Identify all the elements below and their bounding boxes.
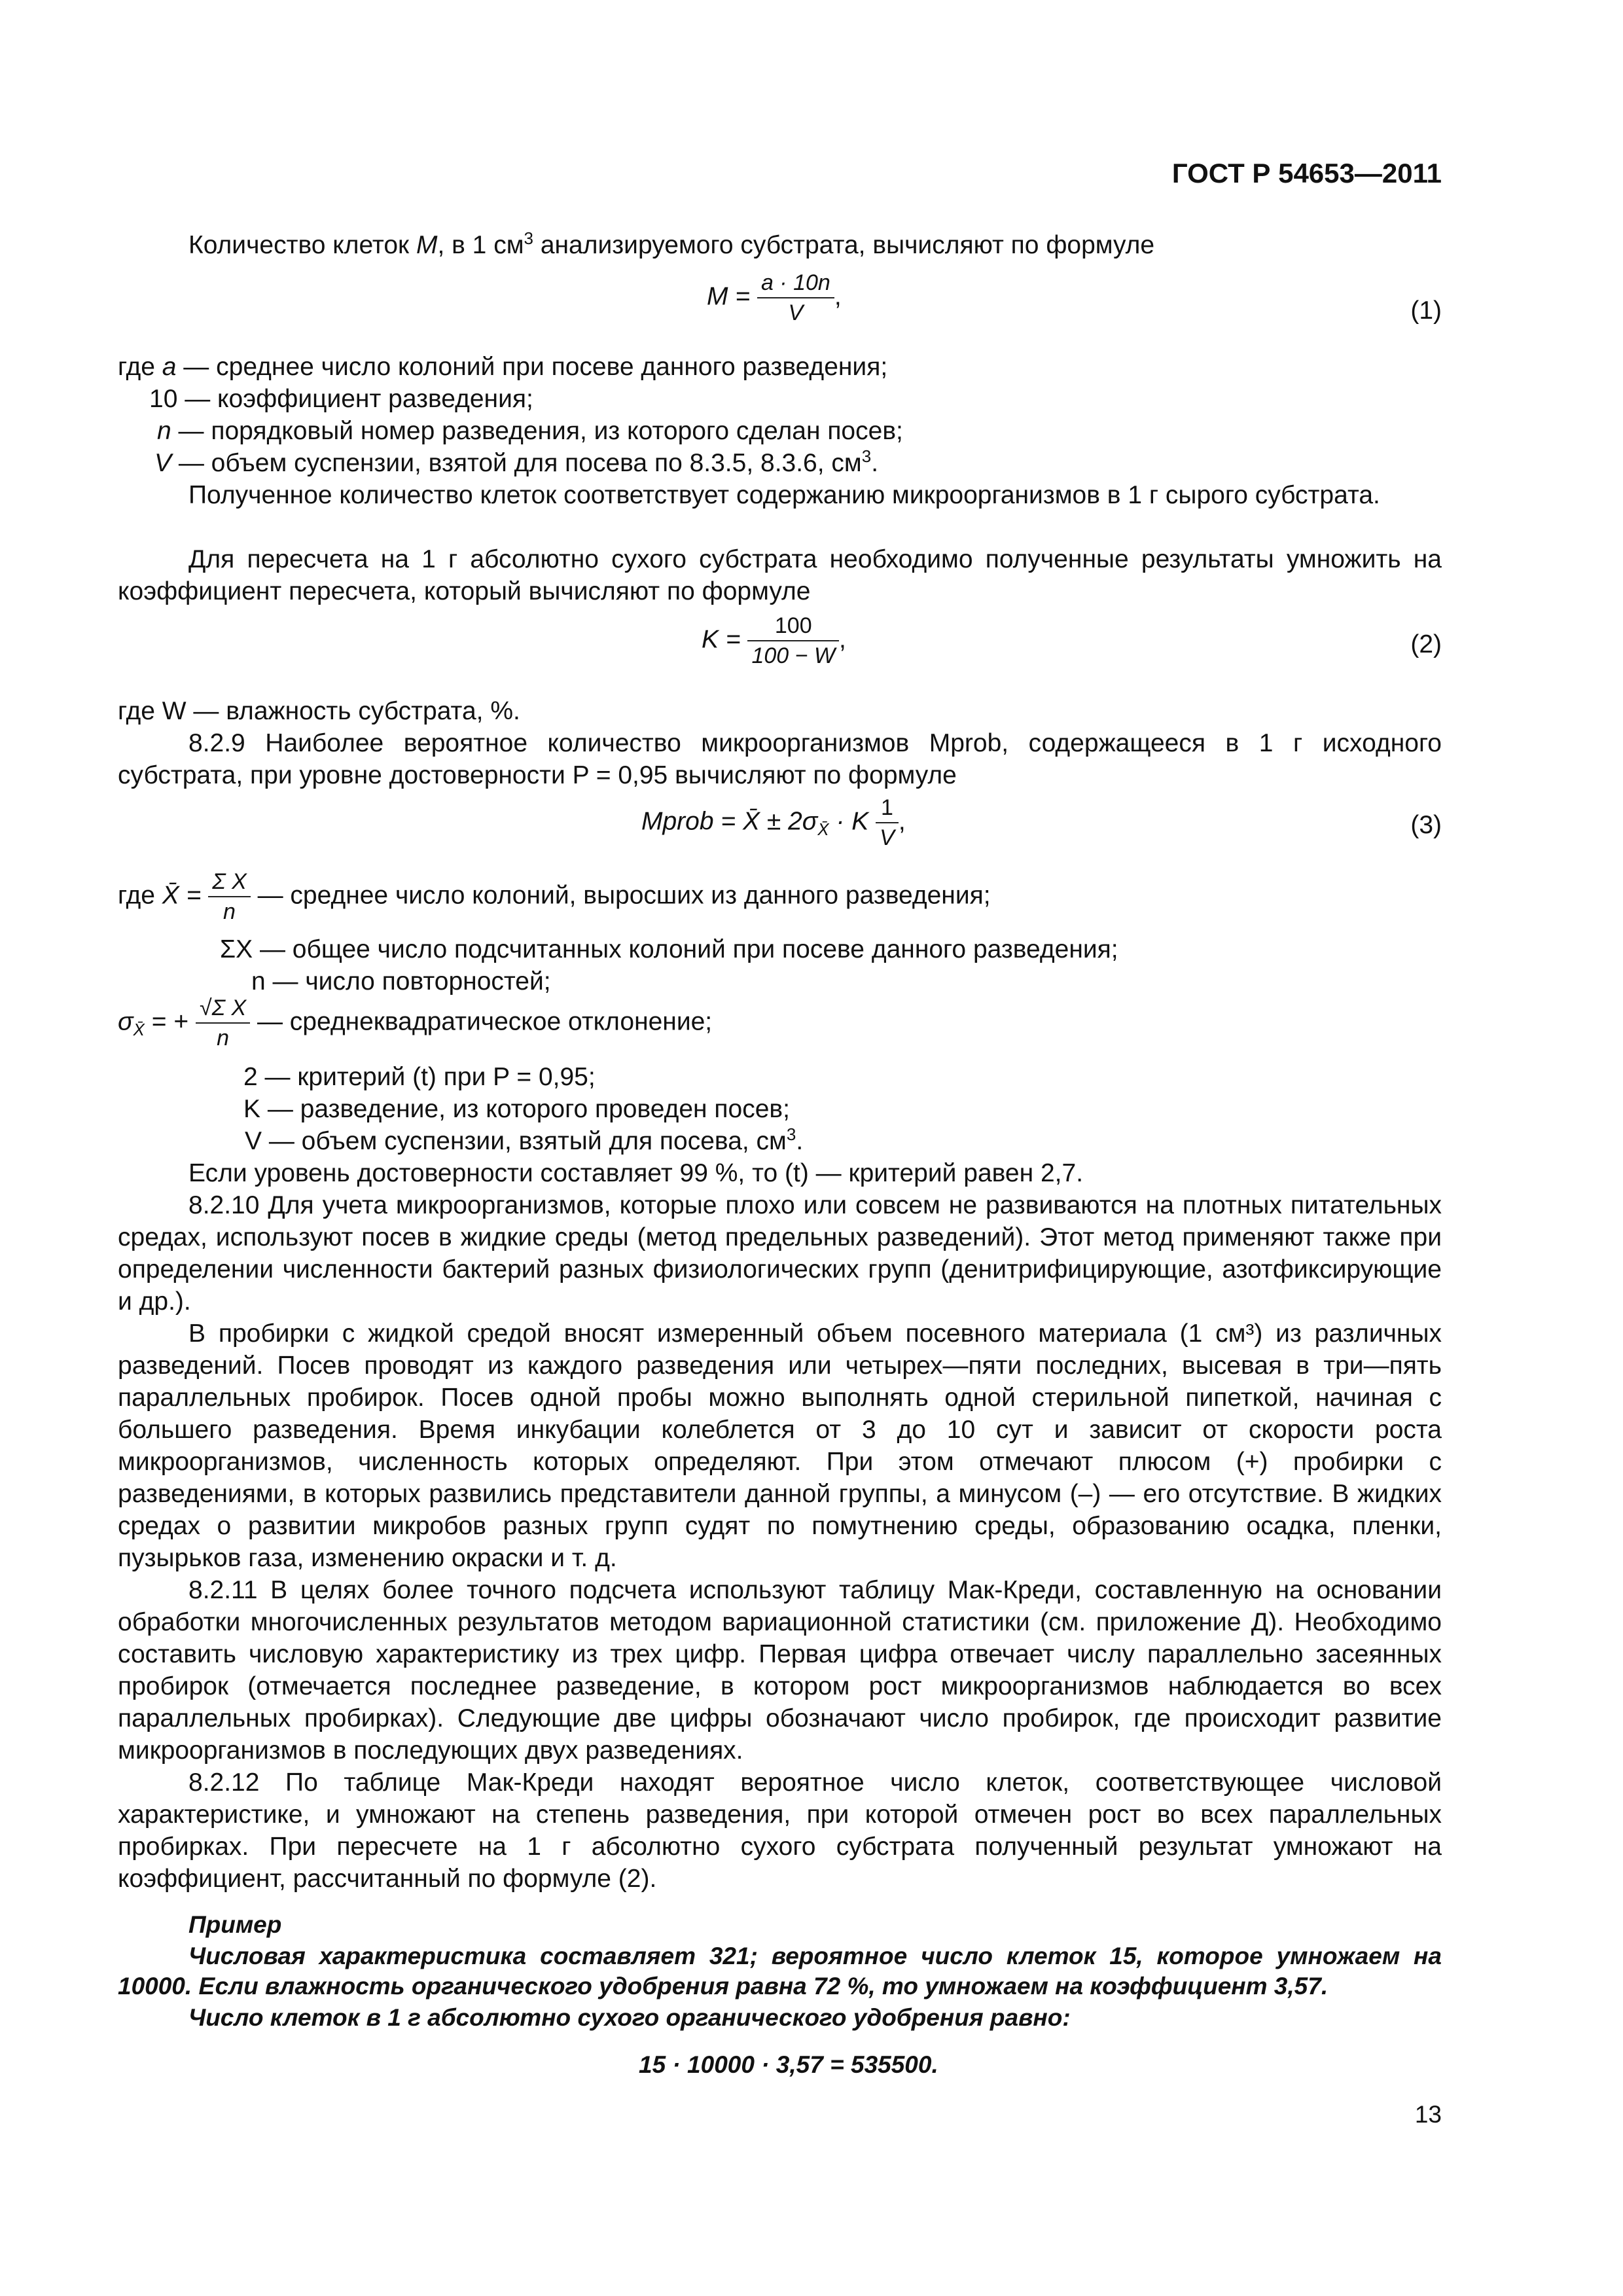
where-w: где W — влажность субстрата, %. <box>118 697 520 725</box>
paragraph-8-2-9: 8.2.9 Наиболее вероятное количество микроорганизмов Mprob, содержащееся в 1 г исходного субстрата, при уровне достоверности P = 0,95 вычисляют по формуле <box>118 729 1442 789</box>
formula-1-numerator: a · 10n <box>757 268 834 298</box>
where-xbar-denominator: n <box>223 899 236 924</box>
example-text-1: Числовая характеристика составляет 321; вероятное число клеток 15, которое умножаем на 10000. Если влажность органического удобрения равна 72 %, то умножаем на коэффициент 3,57. <box>118 1943 1442 2000</box>
where-sigma-eq: = + <box>144 1007 189 1036</box>
formula-2-lhs: K = <box>702 625 741 654</box>
paragraph-99: Если уровень достоверности составляет 99 %, то (t) — критерий равен 2,7. <box>188 1159 1084 1187</box>
where-volume <box>245 1125 803 1157</box>
formula-1 <box>707 268 842 327</box>
where-10: 10 — коэффициент разведения; <box>149 385 533 413</box>
formula-1-fraction <box>757 268 834 327</box>
example-title: Пример <box>188 1911 282 1938</box>
formula-2-fraction <box>747 611 839 670</box>
equation-number-3: (3) <box>1410 811 1442 839</box>
formula-2-numerator: 100 <box>747 611 839 641</box>
where-n-symbol: n <box>157 417 171 445</box>
paragraph-obtained: Полученное количество клеток соответствует содержанию микроорганизмов в 1 г сырого субстрата. <box>188 481 1380 509</box>
formula-3-sub: X̄ <box>817 819 829 840</box>
formula-3-fraction <box>876 793 899 852</box>
formula-3-numerator: 1 <box>876 793 899 823</box>
intro-text-b: , в 1 см <box>437 231 524 259</box>
where-xbar-text: — среднее число колоний, выросших из данного разведения; <box>250 881 991 910</box>
where-volume-text: V — объем суспензии, взятый для посева, см <box>245 1127 787 1155</box>
paragraph-8-2-12: 8.2.12 По таблице Мак-Креди находят вероятное число клеток, соответствующее числовой характеристике, и умножают на степень разведения, при которой отмечен рост во всех параллельных пробирках. При пересчете на 1 г абсолютно сухого субстрата полученный результат умножают на коэффициент, рассчитанный по формуле (2). <box>118 1768 1442 1893</box>
where-sum: ΣX — общее число подсчитанных колоний при посеве данного разведения; <box>220 935 1118 963</box>
document-code-header: ГОСТ Р 54653—2011 <box>1171 158 1442 188</box>
where-a-text: — среднее число колоний при посеве данного разведения; <box>176 353 888 381</box>
formula-2-tail: , <box>839 625 846 654</box>
where-xbar-symbol: X̄ = <box>162 881 202 910</box>
paragraph-tubes: В пробирки с жидкой средой вносят измеренный объем посевного материала (1 см³) из различных разведений. Посев проводят из каждого разведения или четырех—пяти последних, высевая в три—пять параллельных пробирок. Посев одной пробы можно выполнять одной стерильной пипеткой, начиная с большего разведения. Время инкубации колеблется от 3 до 10 сут и зависит от скорости роста микроорганизмов, численность которых определяют. При этом отмечают плюсом (+) пробирки с разведениями, в которых развились представители данной группы, а минусом (–) — его отсутствие. В жидких средах о развитии микробов разных групп судят по помутнению среды, образованию осадка, пленки, пузырьков газа, изменению окраски и т. д. <box>118 1319 1442 1572</box>
example-text-2: Число клеток в 1 г абсолютно сухого органического удобрения равно: <box>188 2004 1071 2031</box>
where-word: где <box>118 353 162 381</box>
example-calculation: 15 · 10000 · 3,57 = 535500. <box>639 2051 938 2078</box>
where-k: K — разведение, из которого проведен посев; <box>243 1095 790 1123</box>
formula-3-mid: · K <box>829 807 869 836</box>
where-v <box>154 447 878 479</box>
intro-var: M <box>416 231 438 259</box>
where-sigma-fraction <box>196 994 250 1052</box>
where-n <box>157 415 903 447</box>
where-sigma-denominator: n <box>217 1026 229 1050</box>
where-xbar-numerator: Σ X <box>208 867 251 897</box>
where-repetitions: n — число повторностей; <box>251 967 551 996</box>
where-xbar-fraction <box>208 867 251 926</box>
intro-text-a: Количество клеток <box>188 231 416 259</box>
where-sigma-numerator: √Σ X <box>196 994 250 1024</box>
equation-number-2: (2) <box>1410 630 1442 658</box>
paragraph-8-2-11: 8.2.11 В целях более точного подсчета используют таблицу Мак-Креди, составленную на основании обработки многочисленных результатов методом вариационной статистики (см. приложение Д). Необходимо составить числовую характеристику из трех цифр. Первая цифра отвечает числу параллельно засеянных пробирок (отмечается последнее разведение, в котором рост микроорганизмов наблюдается во всех параллельных пробирках). Следующие две цифры обозначают число пробирок, где происходит развитие микроорганизмов в последующих двух разведениях. <box>118 1576 1442 1765</box>
where-sigma-text: — среднеквадратическое отклонение; <box>250 1007 713 1036</box>
where-v-sup: 3 <box>861 446 872 466</box>
where-criterion: 2 — критерий (t) при P = 0,95; <box>243 1063 596 1091</box>
formula-3-lhs: Mprob = X̄ ± 2σ <box>641 807 818 836</box>
where-xbar <box>118 867 991 926</box>
formula-3-tail: , <box>898 807 906 836</box>
where-volume-sup: 3 <box>786 1124 796 1144</box>
where-v-symbol: V <box>154 449 172 477</box>
where-n-text: — порядковый номер разведения, из которого сделан посев; <box>171 417 903 445</box>
formula-3 <box>641 793 906 852</box>
formula-1-tail: , <box>834 282 842 311</box>
where-a <box>118 351 887 383</box>
equation-number-1: (1) <box>1410 296 1442 325</box>
where-word-3: где <box>118 881 162 910</box>
where-sigma <box>118 994 712 1052</box>
formula-1-lhs: M = <box>707 282 751 311</box>
where-sigma-symbol: σ <box>118 1007 134 1036</box>
where-volume-end: . <box>796 1127 804 1155</box>
formula-2-denominator: 100 − W <box>751 643 836 668</box>
paragraph-recalc: Для пересчета на 1 г абсолютно сухого субстрата необходимо полученные результаты умножить на коэффициент пересчета, который вычисляют по формуле <box>118 545 1442 605</box>
paragraph-8-2-10: 8.2.10 Для учета микроорганизмов, которые плохо или совсем не развиваются на плотных питательных средах, используют посев в жидкие среды (метод предельных разведений). Этот метод применяют также при определении численности бактерий разных физиологических групп (денитрифицирующие, азотфиксирующие и др.). <box>118 1191 1442 1316</box>
where-v-text: — объем суспензии, взятой для посева по 8.3.5, 8.3.6, см <box>171 449 862 477</box>
where-a-symbol: a <box>162 353 177 381</box>
where-v-end: . <box>871 449 879 477</box>
formula-2 <box>702 611 846 670</box>
intro-line <box>188 229 1154 261</box>
page-number: 13 <box>1414 2101 1442 2128</box>
where-sigma-sub: X̄ <box>133 1020 145 1040</box>
intro-text-c: анализируемого субстрата, вычисляют по формуле <box>533 231 1155 259</box>
formula-3-denominator: V <box>880 825 895 850</box>
formula-1-denominator: V <box>788 300 804 325</box>
intro-sup: 3 <box>524 228 533 248</box>
